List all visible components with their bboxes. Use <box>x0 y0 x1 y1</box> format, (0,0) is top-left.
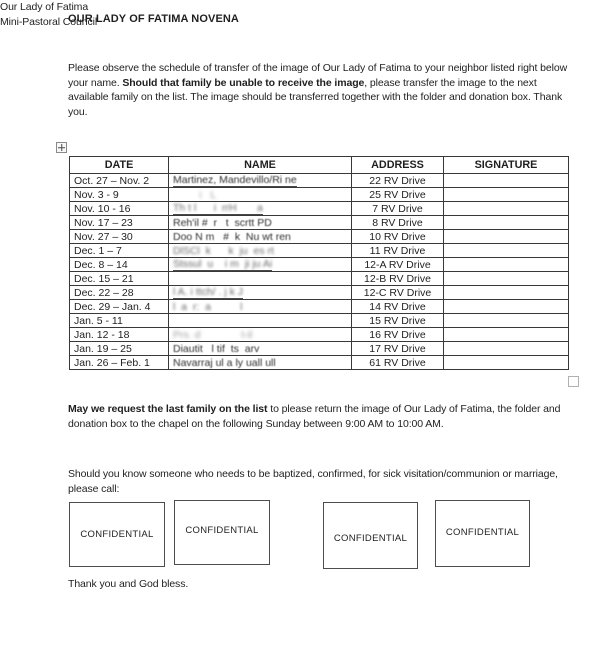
signature-cell <box>444 356 569 370</box>
intro-text-after: , please transfer the image to the next available family on the list. The image should be transferred together with the folder and donation box. Thank you. <box>68 76 563 118</box>
redacted-name <box>173 357 276 369</box>
document-title: OUR LADY OF FATIMA NOVENA <box>68 13 239 25</box>
signature-cell <box>444 174 569 188</box>
redacted-name <box>173 343 259 355</box>
date-cell: Nov. 17 – 23 <box>70 216 169 230</box>
redacted-name <box>173 329 252 341</box>
name-cell <box>169 216 352 230</box>
table-header-row <box>70 157 569 174</box>
redacted-name <box>173 231 291 243</box>
name-cell <box>169 244 352 258</box>
table-row <box>70 328 569 342</box>
date-cell: Jan. 19 – 25 <box>70 342 169 356</box>
date-cell: Dec. 29 – Jan. 4 <box>70 300 169 314</box>
signature-cell <box>444 216 569 230</box>
intro-text-before: Please observe the schedule of transfer of the image of Our Lady of Fatima to your neighbor listed right below your name. <box>68 62 568 89</box>
signature-cell <box>444 314 569 328</box>
intro-paragraph <box>68 61 568 119</box>
address-cell: 12-A RV Drive <box>352 258 444 272</box>
column-header-name: NAME <box>169 157 352 174</box>
confidential-box: CONFIDENTIAL <box>174 500 270 565</box>
table-row <box>70 286 569 300</box>
redacted-name <box>173 301 242 313</box>
date-cell: Dec. 15 – 21 <box>70 272 169 286</box>
redacted-name <box>173 286 243 299</box>
redacted-name-text: l A. i ttch/ . j k J <box>173 286 244 298</box>
name-cell <box>169 286 352 300</box>
schedule-table <box>69 156 569 370</box>
address-cell: 8 RV Drive <box>352 216 444 230</box>
redacted-name <box>173 174 297 187</box>
signature-cell <box>444 230 569 244</box>
date-cell: Oct. 27 – Nov. 2 <box>70 174 169 188</box>
name-cell <box>169 272 352 286</box>
signature-cell <box>444 272 569 286</box>
address-cell: 17 RV Drive <box>352 342 444 356</box>
address-cell: 16 RV Drive <box>352 328 444 342</box>
redacted-name-text: Martinez, Mandevillo/Ri ne <box>173 174 297 186</box>
date-cell: Dec. 8 – 14 <box>70 258 169 272</box>
move-cross-icon <box>57 143 66 152</box>
name-cell <box>169 230 352 244</box>
signature-cell <box>444 286 569 300</box>
table-row <box>70 272 569 286</box>
redacted-name-text: Navarraj ul a ly uall ull <box>173 356 276 369</box>
signature-cell <box>444 328 569 342</box>
redacted-name-text: Reh'il # r t scrtt PD <box>173 216 272 229</box>
name-cell <box>169 188 352 202</box>
name-cell <box>169 356 352 370</box>
return-request-bold-text: May we request the last family on the list <box>68 403 268 415</box>
address-cell: 12-B RV Drive <box>352 272 444 286</box>
date-cell: Dec. 22 – 28 <box>70 286 169 300</box>
table-row <box>70 300 569 314</box>
name-cell <box>169 258 352 272</box>
redacted-name-text: DlSCl k k ju es rt <box>173 244 274 257</box>
signature-line-council: Mini-Pastoral Council <box>0 16 98 28</box>
name-cell <box>169 174 352 188</box>
column-header-signature: SIGNATURE <box>444 157 569 174</box>
date-cell: Nov. 10 - 16 <box>70 202 169 216</box>
redacted-name <box>173 258 272 271</box>
confidential-box: CONFIDENTIAL <box>323 502 418 569</box>
redacted-name <box>173 189 216 201</box>
table-row <box>70 314 569 328</box>
table-row <box>70 230 569 244</box>
address-cell: 22 RV Drive <box>352 174 444 188</box>
contact-note: Should you know someone who needs to be baptized, confirmed, for sick visitation/communion or marriage, please call: <box>68 468 558 495</box>
column-header-date: DATE <box>70 157 169 174</box>
table-row <box>70 244 569 258</box>
name-cell <box>169 202 352 216</box>
address-cell: 25 RV Drive <box>352 188 444 202</box>
address-cell: 11 RV Drive <box>352 244 444 258</box>
date-cell: Jan. 12 - 18 <box>70 328 169 342</box>
date-cell: Jan. 5 - 11 <box>70 314 169 328</box>
confidential-box: CONFIDENTIAL <box>435 500 530 567</box>
table-move-handle[interactable] <box>56 142 67 153</box>
redacted-name <box>173 245 274 257</box>
redacted-name-text: Th t l i rrH a <box>173 202 263 214</box>
confidential-box: CONFIDENTIAL <box>69 502 165 567</box>
date-cell: Nov. 27 – 30 <box>70 230 169 244</box>
redacted-name <box>173 202 263 215</box>
signature-line-org: Our Lady of Fatima <box>0 1 89 13</box>
table-resize-handle[interactable] <box>568 376 579 387</box>
date-cell: Dec. 1 – 7 <box>70 244 169 258</box>
name-cell <box>169 342 352 356</box>
signature-cell <box>444 300 569 314</box>
signature-cell <box>444 244 569 258</box>
column-header-address: ADDRESS <box>352 157 444 174</box>
signature-cell <box>444 258 569 272</box>
table-row <box>70 258 569 272</box>
table-row <box>70 342 569 356</box>
redacted-name-text: Prs. d t-il <box>173 328 253 341</box>
address-cell: 10 RV Drive <box>352 230 444 244</box>
redacted-name-text: i L <box>173 188 217 201</box>
signature-cell <box>444 202 569 216</box>
name-cell <box>169 314 352 328</box>
intro-bold-text: Should that family be unable to receive the image <box>122 76 365 89</box>
table-row <box>70 356 569 370</box>
address-cell: 14 RV Drive <box>352 300 444 314</box>
redacted-name-text: Doo N m # k Nu wt ren <box>173 230 291 243</box>
address-cell: 15 RV Drive <box>352 314 444 328</box>
signature-cell <box>444 342 569 356</box>
table-row <box>70 188 569 202</box>
redacted-name-text: Diautit l tif ts arv <box>173 342 260 355</box>
table-row <box>70 216 569 230</box>
return-request-paragraph <box>68 402 570 431</box>
table-row <box>70 174 569 188</box>
redacted-name <box>173 217 272 229</box>
name-cell <box>169 300 352 314</box>
closing-line: Thank you and God bless. <box>68 578 189 590</box>
date-cell: Nov. 3 - 9 <box>70 188 169 202</box>
date-cell: Jan. 26 – Feb. 1 <box>70 356 169 370</box>
name-cell <box>169 328 352 342</box>
redacted-name-text: Stssul u i m ji ju Ai <box>173 258 273 270</box>
redacted-name-text: l a r: a l <box>173 300 243 313</box>
address-cell: 12-C RV Drive <box>352 286 444 300</box>
table-row <box>70 202 569 216</box>
signature-cell <box>444 188 569 202</box>
address-cell: 61 RV Drive <box>352 356 444 370</box>
return-request-text: to please return the image of Our Lady of Fatima, the folder and donation box to the chapel on the following Sunday between 9:00 AM to 10:00 AM. <box>68 403 561 430</box>
address-cell: 7 RV Drive <box>352 202 444 216</box>
